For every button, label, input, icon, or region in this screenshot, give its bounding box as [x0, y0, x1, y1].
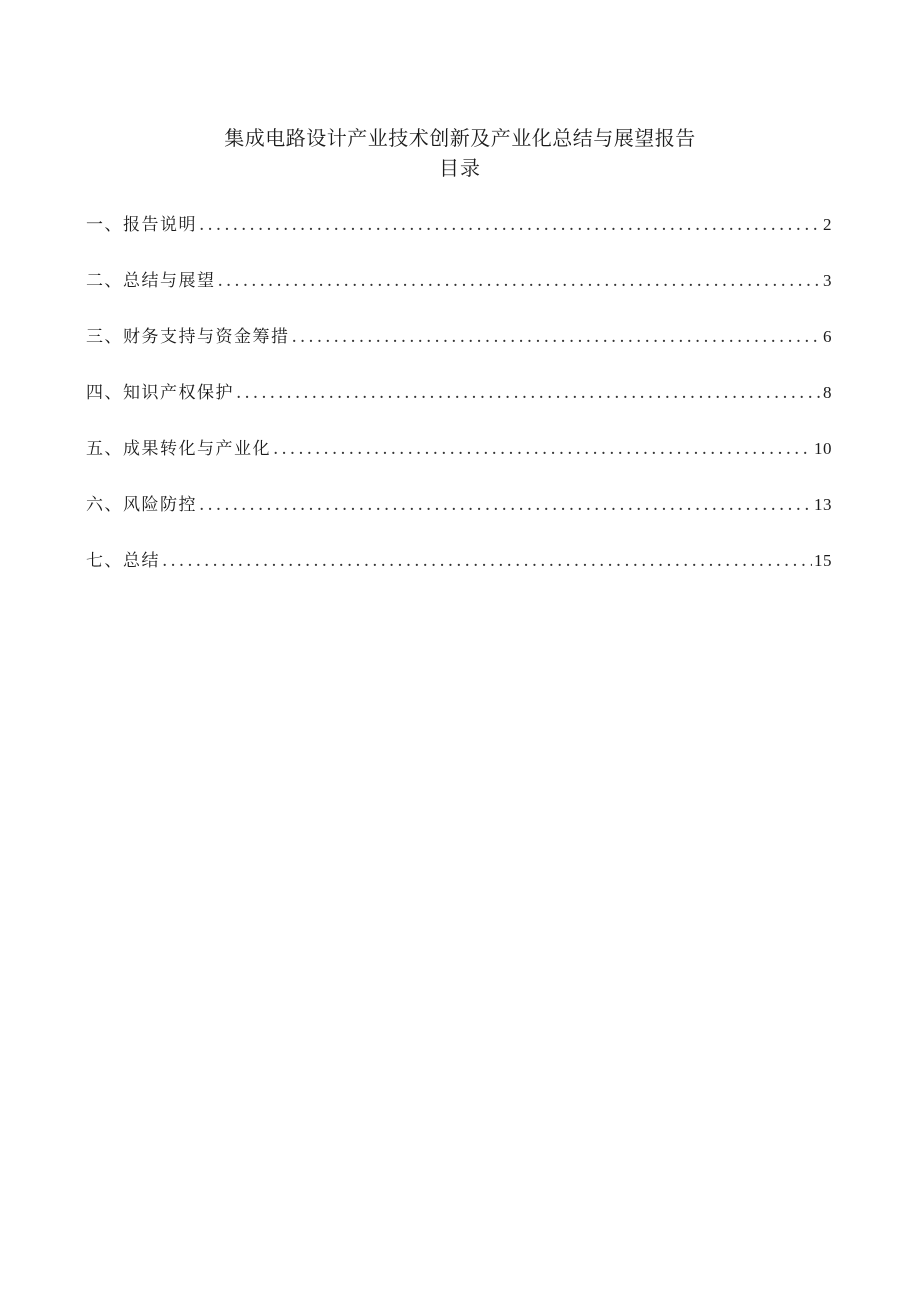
toc-dot-leader	[162, 548, 812, 574]
toc-entry-label: 六、风险防控	[86, 495, 197, 515]
toc-heading: 目录	[439, 156, 481, 180]
toc-dot-leader	[236, 380, 821, 406]
toc-entry-page-number: 6	[823, 327, 832, 346]
toc-entry[interactable]	[86, 492, 832, 548]
toc-dot-leader	[292, 324, 822, 350]
toc-entry-page-number: 3	[823, 271, 832, 290]
toc-entry[interactable]	[86, 548, 832, 604]
toc-entry[interactable]	[86, 436, 832, 492]
table-of-contents	[86, 212, 832, 604]
toc-entry-page-number: 13	[814, 495, 832, 514]
toc-entry-page-number: 10	[814, 439, 832, 458]
toc-entry-label: 三、财务支持与资金筹措	[86, 327, 290, 347]
toc-dot-leader	[199, 212, 821, 238]
document-title: 集成电路设计产业技术创新及产业化总结与展望报告	[224, 126, 696, 150]
toc-entry[interactable]	[86, 380, 832, 436]
toc-entry-label: 七、总结	[86, 551, 160, 571]
toc-entry-label: 四、知识产权保护	[86, 383, 234, 403]
toc-dot-leader	[273, 436, 812, 462]
toc-entry[interactable]	[86, 268, 832, 324]
toc-entry-page-number: 8	[823, 383, 832, 402]
toc-entry-page-number: 15	[814, 551, 832, 570]
toc-entry-label: 二、总结与展望	[86, 271, 216, 291]
toc-dot-leader	[218, 268, 822, 294]
toc-entry-page-number: 2	[823, 215, 832, 234]
toc-entry[interactable]	[86, 324, 832, 380]
toc-entry-label: 一、报告说明	[86, 215, 197, 235]
toc-dot-leader	[199, 492, 812, 518]
toc-entry-label: 五、成果转化与产业化	[86, 439, 271, 459]
toc-entry[interactable]	[86, 212, 832, 268]
